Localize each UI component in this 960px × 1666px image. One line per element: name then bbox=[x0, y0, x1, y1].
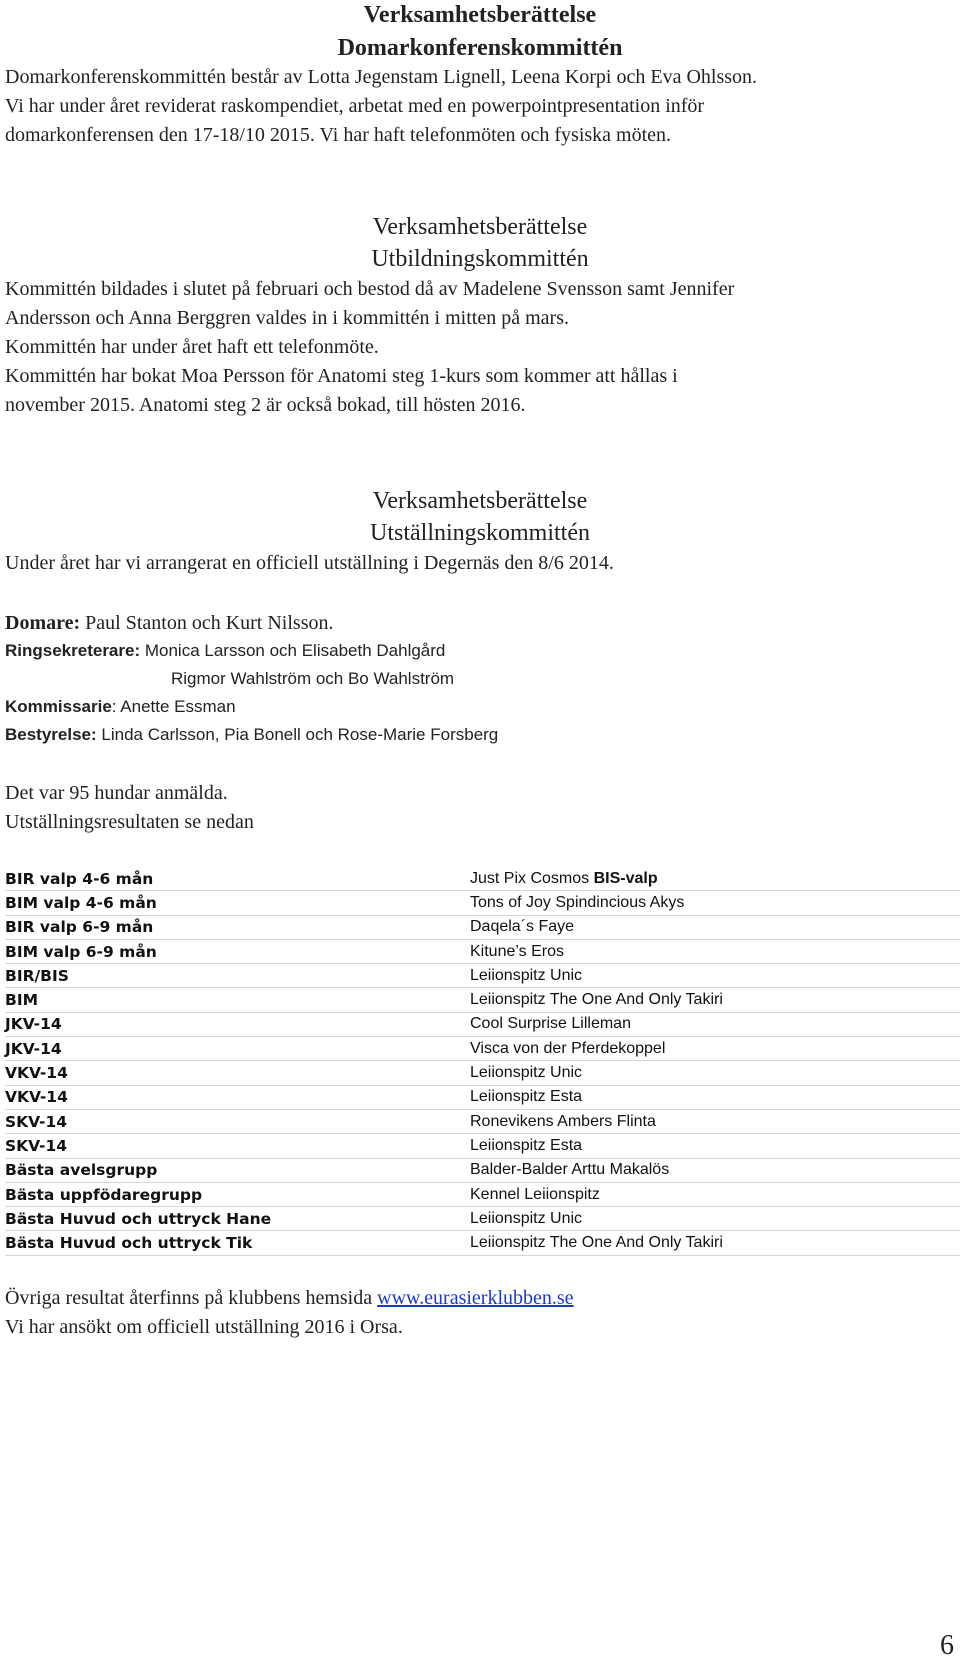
dog-cell bbox=[470, 867, 960, 891]
dog-name: Daqela´s Faye bbox=[470, 918, 575, 936]
commissioner-value: : Anette Essman bbox=[111, 697, 236, 716]
dog-name: Tons of Joy Spindincious Akys bbox=[470, 893, 685, 911]
table-row bbox=[5, 964, 960, 988]
board-value: Linda Carlsson, Pia Bonell och Rose-Marie Forsberg bbox=[101, 725, 499, 744]
dog-name: Balder-Balder Arttu Makalös bbox=[470, 1161, 670, 1179]
paragraph-line: Domarkonferenskommittén består av Lotta Jegenstam Lignell, Leena Korpi och Eva Ohlsson. bbox=[5, 66, 758, 88]
table-row bbox=[5, 1182, 960, 1206]
dog-name: Kennel Leiionspitz bbox=[470, 1185, 600, 1203]
dog-name: Leiionspitz Esta bbox=[470, 1136, 583, 1154]
section-subtitle: Utställningskommittén bbox=[370, 520, 590, 546]
dog-cell bbox=[470, 1207, 960, 1231]
class-cell: SKV-14 bbox=[5, 1109, 470, 1133]
dog-cell bbox=[470, 1085, 960, 1109]
dog-name: Leiionspitz Unic bbox=[470, 1209, 583, 1227]
dog-cell bbox=[470, 1158, 960, 1182]
class-cell: Bästa avelsgrupp bbox=[5, 1158, 470, 1182]
table-row bbox=[5, 1085, 960, 1109]
dog-cell bbox=[470, 915, 960, 939]
dog-name: Leiionspitz Unic bbox=[470, 1064, 583, 1082]
dog-cell bbox=[470, 964, 960, 988]
section-title: Verksamhetsberättelse bbox=[372, 488, 588, 514]
dog-cell bbox=[470, 1037, 960, 1061]
table-row bbox=[5, 915, 960, 939]
table-row bbox=[5, 1061, 960, 1085]
class-cell: Bästa Huvud och uttryck Hane bbox=[5, 1207, 470, 1231]
section-title: Verksamhetsberättelse bbox=[363, 2, 597, 28]
class-cell: BIR valp 4-6 mån bbox=[5, 867, 470, 891]
table-row bbox=[5, 867, 960, 891]
judges-label: Domare: bbox=[5, 612, 81, 634]
dog-cell bbox=[470, 1061, 960, 1085]
section-subtitle: Domarkonferenskommittén bbox=[337, 35, 623, 61]
ring-secretary-value: Monica Larsson och Elisabeth Dahlgård bbox=[144, 641, 446, 660]
paragraph-line: Vi har under året reviderat raskompendiet, arbetat med en powerpointpresentation inför bbox=[5, 95, 705, 117]
class-cell: VKV-14 bbox=[5, 1085, 470, 1109]
dog-cell bbox=[470, 1134, 960, 1158]
commissioner-label: Kommissarie bbox=[5, 697, 112, 716]
dog-name: Leiionspitz The One And Only Takiri bbox=[470, 991, 723, 1009]
results-intro: Utställningsresultaten se nedan bbox=[5, 811, 254, 833]
judges-value: Paul Stanton och Kurt Nilsson. bbox=[85, 612, 334, 634]
class-cell: BIM valp 6-9 mån bbox=[5, 939, 470, 963]
dog-name: Ronevikens Ambers Flinta bbox=[470, 1112, 656, 1130]
class-cell: JKV-14 bbox=[5, 1037, 470, 1061]
table-row bbox=[5, 1012, 960, 1036]
dog-cell bbox=[470, 1109, 960, 1133]
application-line: Vi har ansökt om officiell utställning 2016 i Orsa. bbox=[5, 1316, 403, 1338]
dog-name: Visca von der Pferdekoppel bbox=[470, 1039, 666, 1057]
paragraph-line: Kommittén bildades i slutet på februari och bestod då av Madelene Svensson samt Jennifer bbox=[5, 278, 735, 300]
dog-name: Leiionspitz The One And Only Takiri bbox=[470, 1234, 723, 1252]
class-cell: Bästa uppfödaregrupp bbox=[5, 1182, 470, 1206]
table-row bbox=[5, 891, 960, 915]
section-subtitle: Utbildningskommittén bbox=[371, 246, 589, 272]
table-row bbox=[5, 988, 960, 1012]
dog-name: Kitune’s Eros bbox=[470, 942, 564, 960]
class-cell: JKV-14 bbox=[5, 1012, 470, 1036]
judges-line bbox=[5, 609, 334, 638]
table-row bbox=[5, 939, 960, 963]
dog-cell bbox=[470, 988, 960, 1012]
award-badge: BIS-valp bbox=[593, 869, 658, 887]
class-cell: VKV-14 bbox=[5, 1061, 470, 1085]
class-cell: BIM bbox=[5, 988, 470, 1012]
table-row bbox=[5, 1231, 960, 1255]
paragraph-line: Andersson och Anna Berggren valdes in i kommittén i mitten på mars. bbox=[5, 307, 569, 329]
dog-name: Leiionspitz Esta bbox=[470, 1088, 583, 1106]
dog-name: Just Pix Cosmos bbox=[470, 869, 594, 887]
entries-line: Det var 95 hundar anmälda. bbox=[5, 782, 228, 804]
table-row bbox=[5, 1037, 960, 1061]
dog-cell bbox=[470, 891, 960, 915]
dog-cell bbox=[470, 939, 960, 963]
board-line bbox=[5, 721, 498, 749]
dog-name: Cool Surprise Lilleman bbox=[470, 1015, 631, 1033]
commissioner-line bbox=[5, 693, 236, 721]
dog-cell bbox=[470, 1012, 960, 1036]
dog-cell bbox=[470, 1231, 960, 1255]
paragraph-line: Kommittén har bokat Moa Persson för Anatomi steg 1-kurs som kommer att hållas i bbox=[5, 365, 678, 387]
class-cell: BIR valp 6-9 mån bbox=[5, 915, 470, 939]
paragraph-line: domarkonferensen den 17-18/10 2015. Vi har haft telefonmöten och fysiska möten. bbox=[5, 124, 672, 146]
results-table bbox=[5, 867, 960, 1256]
ring-secretary-line-2: Rigmor Wahlström och Bo Wahlström bbox=[171, 669, 455, 688]
table-row bbox=[5, 1158, 960, 1182]
dog-cell bbox=[470, 1182, 960, 1206]
table-row bbox=[5, 1134, 960, 1158]
intro-line: Under året har vi arrangerat en officiell utställning i Degernäs den 8/6 2014. bbox=[5, 552, 614, 574]
board-label: Bestyrelse: bbox=[5, 725, 97, 744]
other-results-text: Övriga resultat återfinns på klubbens hemsida bbox=[5, 1287, 378, 1309]
class-cell: SKV-14 bbox=[5, 1134, 470, 1158]
section-title: Verksamhetsberättelse bbox=[372, 214, 588, 240]
ring-secretary-label: Ringsekreterare: bbox=[5, 641, 141, 660]
class-cell: Bästa Huvud och uttryck Tik bbox=[5, 1231, 470, 1255]
paragraph-line: november 2015. Anatomi steg 2 är också bokad, till hösten 2016. bbox=[5, 394, 526, 416]
table-row bbox=[5, 1109, 960, 1133]
website-link[interactable]: www.eurasierklubben.se bbox=[377, 1287, 574, 1309]
table-row bbox=[5, 1207, 960, 1231]
class-cell: BIM valp 4-6 mån bbox=[5, 891, 470, 915]
ring-secretary-line bbox=[5, 637, 445, 665]
other-results-line bbox=[5, 1284, 574, 1313]
paragraph-line: Kommittén har under året haft ett telefonmöte. bbox=[5, 336, 379, 358]
dog-name: Leiionspitz Unic bbox=[470, 966, 583, 984]
page-number: 6 bbox=[940, 1630, 954, 1661]
class-cell: BIR/BIS bbox=[5, 964, 470, 988]
